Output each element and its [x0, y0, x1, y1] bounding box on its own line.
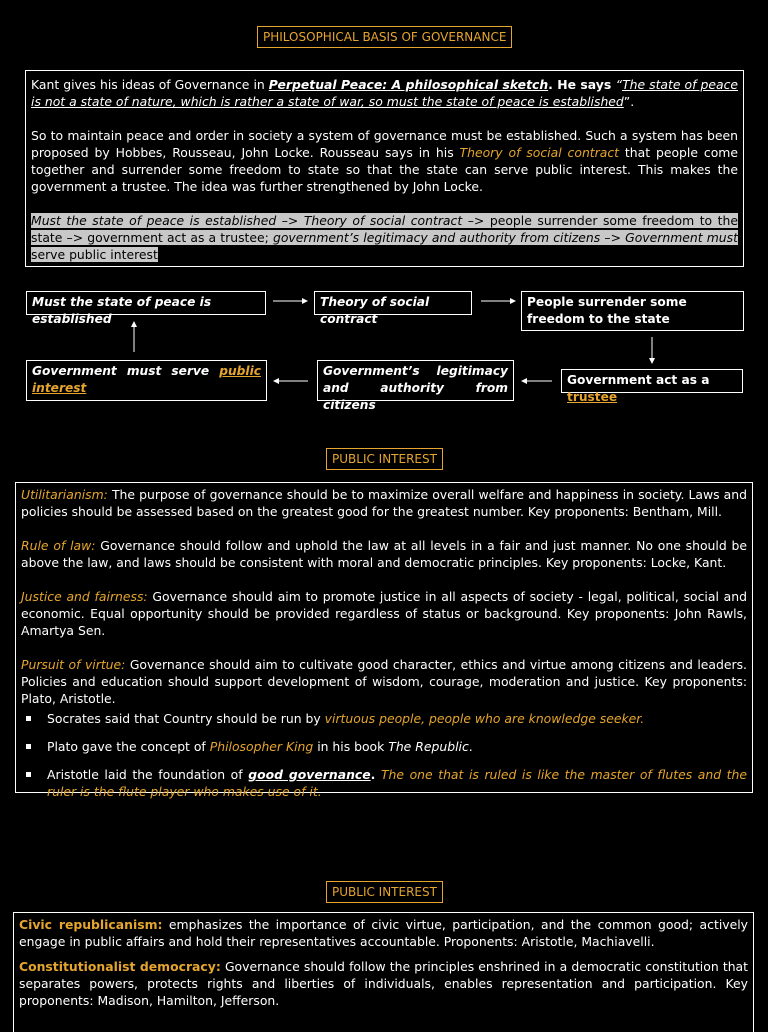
public-interest-link: public interest: [32, 364, 261, 395]
virtue-bullet-list: [21, 710, 747, 800]
flow-box-public-interest: Government must serve public interest: [26, 360, 267, 401]
trustee-link: trustee: [567, 390, 618, 404]
kant-paragraph: Kant gives his ideas of Governance in Perpetual Peace: A philosophical sketch. He says “The state of peace is not a state of nature, which is rather a state of war, so must the state of peace is established”.: [31, 77, 739, 109]
theory-of-social-contract: Theory of social contract: [459, 145, 620, 160]
constitutionalist-democracy-item: Constitutionalist democracy: Governance should follow the principles enshrined in a democratic constitution that separates powers, protects rights and liberties of individuals, enables representation and participation. Key proponents: Madison, Hamilton, Jefferson.: [19, 959, 748, 1008]
flow-box-social-contract: Theory of social contract: [314, 291, 472, 315]
civic-republicanism-item: Civic republicanism: emphasizes the importance of civic virtue, participation, and the common good; actively engage in public affairs and hold their representatives accountable. Proponents: Aristotle, Machiavelli.: [19, 917, 748, 949]
public-interest-box-2: [13, 912, 754, 1032]
rule-of-law-item: Rule of law: Governance should follow and uphold the law at all levels in a fair and just manner. No one should be above the law, and laws should be consistent with moral and democratic principles. Key proponents: Locke, Kant.: [21, 538, 747, 570]
flow-box-legitimacy: Government’s legitimacy and authority from citizens: [317, 360, 514, 401]
flow-arrows: [0, 0, 768, 420]
list-item-plato: Plato gave the concept of Philosopher King in his book The Republic.: [21, 738, 747, 755]
public-interest-box-1: [15, 482, 753, 799]
pursuit-of-virtue-item: Pursuit of virtue: Governance should aim to cultivate good character, ethics and virtue among citizens and leaders. Policies and education should support development of wisdom, courage, moderation and justice. Key proponents: Plato, Aristotle.: [21, 657, 747, 706]
justice-fairness-item: Justice and fairness: Governance should aim to promote justice in all aspects of society - legal, political, social and economic. Equal opportunity should be provided regardless of status or background. Key proponents: John Rawls, Amartya Sen.: [21, 589, 747, 638]
section-title-public-interest-2: PUBLIC INTEREST: [326, 881, 443, 903]
social-contract-paragraph: So to maintain peace and order in society a system of governance must be established. Such a system has been proposed by Hobbes, Rousseau, John Locke. Rousseau says in his Theory of social contract that people come together and surrender some freedom to state so that the state can serve public interest. This makes the government a trustee. The idea was further strengthened by John Locke.: [31, 128, 738, 194]
good-governance-term: good governance: [248, 767, 371, 782]
section-title-philosophical-basis: PHILOSOPHICAL BASIS OF GOVERNANCE: [257, 26, 512, 48]
summary-chain-paragraph: Must the state of peace is established –> Theory of social contract –> people surrender some freedom to the state –> government act as a trustee; government’s legitimacy and authority from citizens –> Government must serve public interest: [31, 213, 739, 262]
kant-quote: The state of peace is not a state of nature, which is rather a state of war, so must the state of peace is established: [31, 77, 739, 109]
section-title-public-interest-1: PUBLIC INTEREST: [326, 448, 443, 470]
list-item-socrates: Socrates said that Country should be run by virtuous people, people who are knowledge seeker.: [21, 710, 747, 727]
utilitarianism-item: Utilitarianism: The purpose of governance should be to maximize overall welfare and happiness in society. Laws and policies should be assessed based on the greatest good for the greatest number. Key proponents: Bentham, Mill.: [21, 487, 747, 519]
flow-box-trustee: Government act as a trustee: [561, 369, 743, 393]
list-item-aristotle: Aristotle laid the foundation of good governance. The one that is ruled is like the master of flutes and the ruler is the flute player who makes use of it.: [21, 766, 747, 800]
perpetual-peace-title: Perpetual Peace: A philosophical sketch: [268, 77, 549, 92]
flow-box-surrender-freedom: People surrender some freedom to the state: [521, 291, 744, 331]
flow-box-state-of-peace: Must the state of peace is established: [26, 291, 266, 315]
